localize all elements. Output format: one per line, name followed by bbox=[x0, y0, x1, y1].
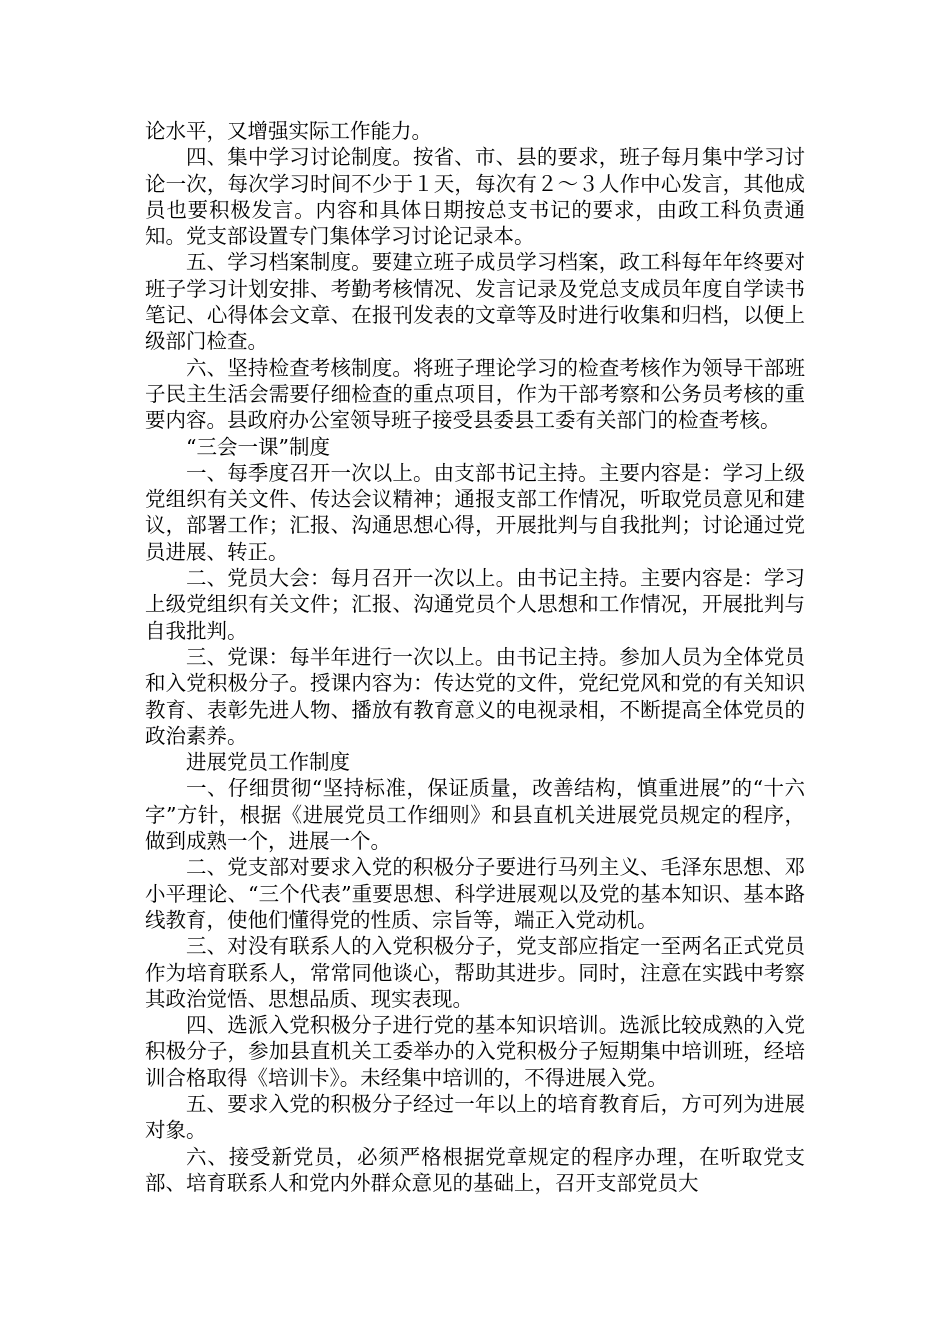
section-heading-three-meetings: “三会一课”制度 bbox=[186, 434, 330, 459]
paragraph-study-archive: 五、学习档案制度。要建立班子成员学习档案，政工科每年年终要对班子学习计划安排、考勤考核情况、发言记录及党总支成员年度自学读书笔记、心得体会文章、在报刊发表的文章等及时进行收集和归档，以便上级部门检查。 bbox=[145, 250, 805, 354]
paragraph-study-discussion: 四、集中学习讨论制度。按省、市、县的要求，班子每月集中学习讨论一次，每次学习时间不少于１天，每次有２～３人作中心发言，其他成员也要积极发言。内容和具体日期按总支书记的要求，由政工科负责通知。党支部设置专门集体学习讨论记录本。 bbox=[145, 145, 805, 249]
paragraph-education: 二、党支部对要求入党的积极分子要进行马列主义、毛泽东思想、邓小平理论、“三个代表”重要思想、科学进展观以及党的基本知识、基本路线教育，使他们懂得党的性质、宗旨等，端正入党动机。 bbox=[145, 855, 805, 932]
paragraph-inspection: 六、坚持检查考核制度。将班子理论学习的检查考核作为领导干部班子民主生活会需要仔细检查的重点项目，作为干部考察和公务员考核的重要内容。县政府办公室领导班子接受县委县工委有关部门的检查考核。 bbox=[145, 355, 805, 433]
paragraph-policy: 一、仔细贯彻“坚持标准，保证质量，改善结构，慎重进展”的“十六字”方针，根据《进展党员工作细则》和县直机关进展党员规定的程序，做到成熟一个，进展一个。 bbox=[145, 776, 805, 854]
paragraph-committee-meeting: 一、每季度召开一次以上。由支部书记主持。主要内容是：学习上级党组织有关文件、传达会议精神；通报支部工作情况，听取党员意见和建议，部署工作；汇报、沟通思想心得，开展批判与自我批判；讨论通过党员进展、转正。 bbox=[145, 460, 805, 564]
paragraph-member-meeting: 二、党员大会：每月召开一次以上。由书记主持。主要内容是：学习上级党组织有关文件；汇报、沟通党员个人思想和工作情况，开展批判与自我批判。 bbox=[145, 566, 805, 643]
paragraph-party-lecture: 三、党课：每半年进行一次以上。由书记主持。参加人员为全体党员和入党积极分子。授课内容为：传达党的文件，党纪党风和党的有关知识教育、表彰先进人物、播放有教育意义的电视录相，不断提高全体党员的政治素养。 bbox=[145, 644, 805, 748]
paragraph-admission: 六、接受新党员，必须严格根据党章规定的程序办理，在听取党支部、培育联系人和党内外群众意见的基础上，召开支部党员大 bbox=[145, 1144, 805, 1195]
paragraph-contact-person: 三、对没有联系人的入党积极分子，党支部应指定一至两名正式党员作为培育联系人，常常同他谈心，帮助其进步。同时，注意在实践中考察其政治觉悟、思想品质、现实表现。 bbox=[145, 934, 805, 1011]
document-page bbox=[145, 118, 805, 1196]
paragraph-continuation: 论水平，又增强实际工作能力。 bbox=[145, 119, 432, 143]
section-heading-member-development: 进展党员工作制度 bbox=[186, 750, 350, 775]
paragraph-training: 四、选派入党积极分子进行党的基本知识培训。选派比较成熟的入党积极分子，参加县直机关工委举办的入党积极分子短期集中培训班，经培训合格取得《培训卡》。未经集中培训的，不得进展入党。 bbox=[145, 1013, 805, 1090]
paragraph-candidate: 五、要求入党的积极分子经过一年以上的培育教育后，方可列为进展对象。 bbox=[145, 1091, 805, 1143]
